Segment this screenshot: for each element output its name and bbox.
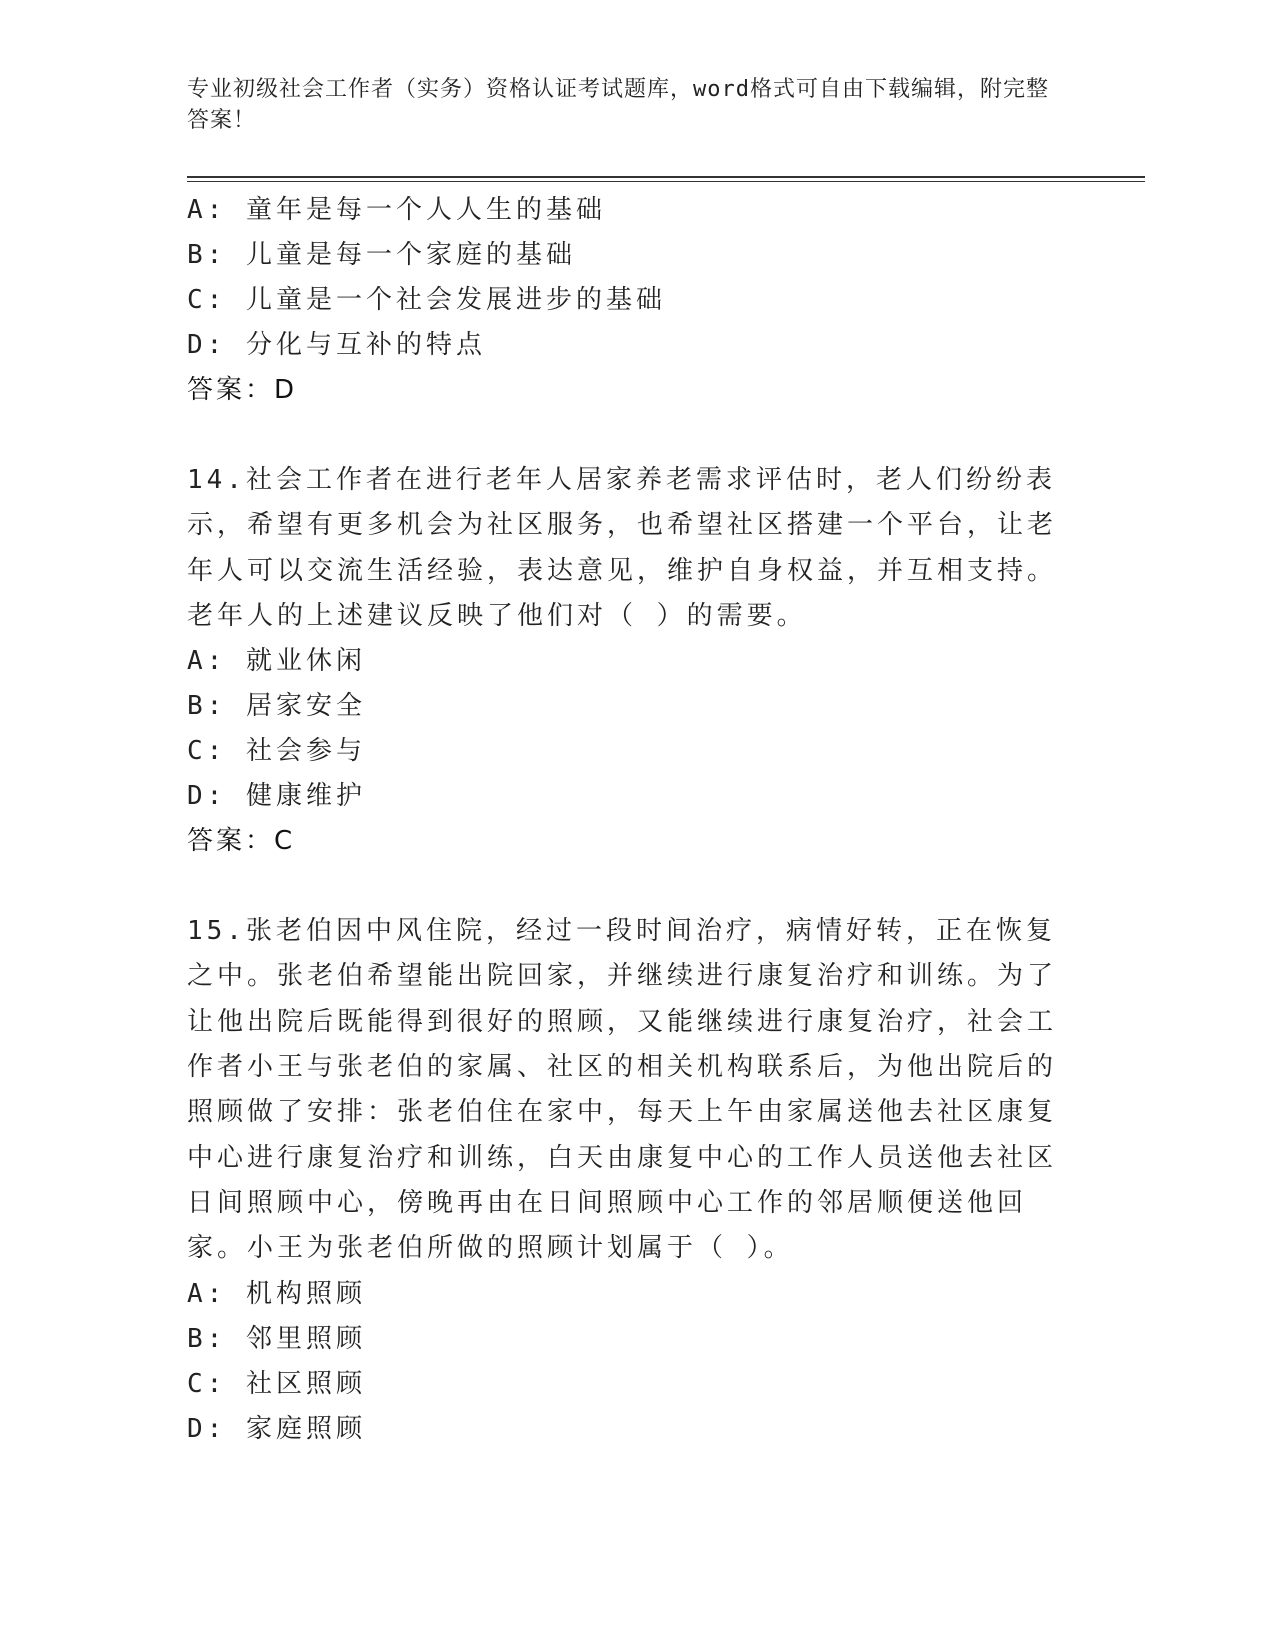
option-d: D: 分化与互补的特点 bbox=[187, 330, 486, 360]
document-body bbox=[187, 188, 1067, 1452]
option-a: A: 就业休闲 bbox=[187, 646, 366, 677]
option-c: C: 儿童是一个社会发展进步的基础 bbox=[187, 285, 666, 315]
option-b: B: 邻里照顾 bbox=[187, 1323, 366, 1354]
option-d: D: 健康维护 bbox=[187, 781, 366, 812]
question-15-block bbox=[187, 909, 1067, 1451]
header-rule-thick bbox=[187, 176, 1145, 178]
spacer bbox=[187, 864, 1067, 909]
spacer bbox=[187, 413, 1067, 458]
answer-label: 答案：C bbox=[187, 826, 296, 857]
option-b: B: 居家安全 bbox=[187, 691, 366, 722]
question-14-text: 14.社会工作者在进行老年人居家养老需求评估时，老人们纷纷表示，希望有更多机会为社区服务，也希望社区搭建一个平台，让老年人可以交流生活经验，表达意见，维护自身权益，并互相支持。老年人的上述建议反映了他们对（ ）的需要。 bbox=[187, 465, 1058, 631]
document-header: 专业初级社会工作者（实务）资格认证考试题库，word格式可自由下载编辑，附完整答案！ bbox=[187, 77, 1049, 133]
option-d: D: 家庭照顾 bbox=[187, 1413, 366, 1444]
option-a: A: 机构照顾 bbox=[187, 1278, 366, 1309]
option-c: C: 社会参与 bbox=[187, 736, 366, 767]
question-15-text: 15.张老伯因中风住院，经过一段时间治疗，病情好转，正在恢复之中。张老伯希望能出院回家，并继续进行康复治疗和训练。为了让他出院后既能得到很好的照顾，又能继续进行康复治疗，社会工作者小王与张老伯的家属、社区的相关机构联系后，为他出院后的照顾做了安排：张老伯住在家中，每天上午由家属送他去社区康复中心进行康复治疗和训练，白天由康复中心的工作人员送他去社区日间照顾中心，傍晚再由在日间照顾中心工作的邻居顺便送他回家。小王为张老伯所做的照顾计划属于（ ）。 bbox=[187, 916, 1058, 1264]
option-b: B: 儿童是每一个家庭的基础 bbox=[187, 240, 576, 270]
answer-label: 答案：D bbox=[187, 375, 298, 405]
question-13-block bbox=[187, 188, 1067, 413]
option-c: C: 社区照顾 bbox=[187, 1368, 366, 1399]
question-14-block bbox=[187, 458, 1067, 864]
option-a: A: 童年是每一个人人生的基础 bbox=[187, 195, 606, 225]
header-rule-thin bbox=[187, 181, 1145, 182]
